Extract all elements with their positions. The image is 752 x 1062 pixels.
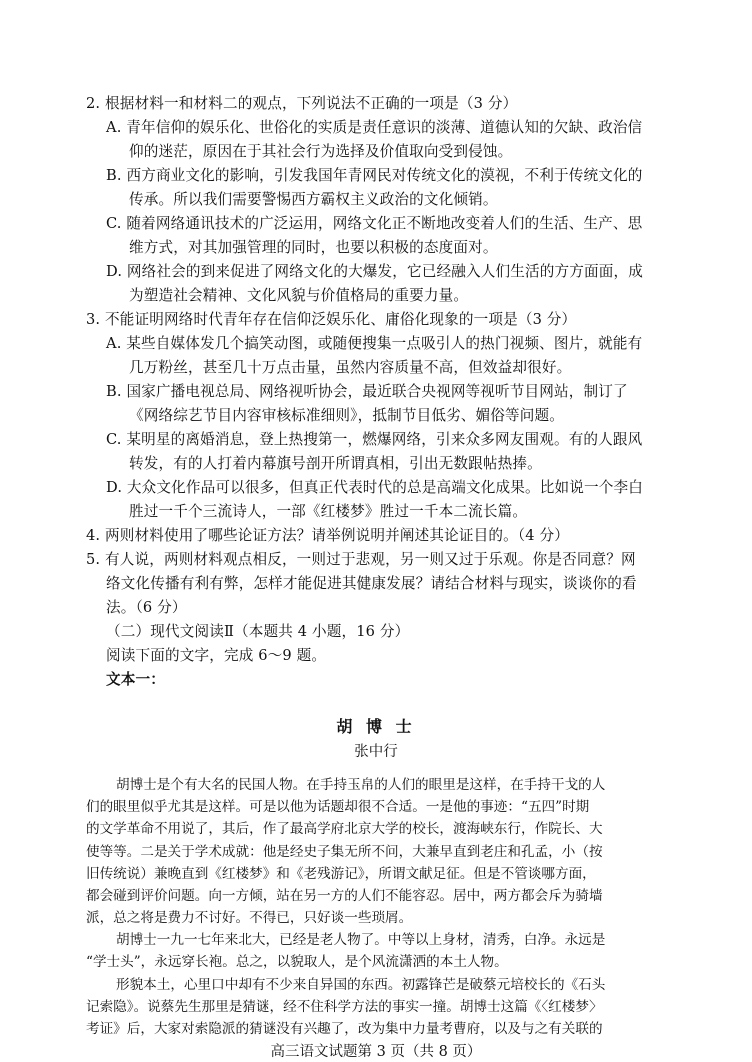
q3-option-c-line2: 转发，有的人打着内幕旗号剖开所谓真相，引出无数跟帖热捧。 <box>129 455 542 472</box>
article-p1-line4: 使等等。二是关于学术成就：他是经史子集无所不问，大兼早直到老庄和孔孟，小（按 <box>86 843 603 860</box>
q2-option-b-line2: 传承。所以我们需要警惕西方霸权主义政治的文化倾销。 <box>129 191 498 208</box>
article-title: 胡 博 士 <box>336 717 416 736</box>
q2-stem: 2. 根据材料一和材料二的观点，下列说法不正确的一项是（3 分） <box>86 95 518 112</box>
q3-option-b-line2: 《网络综艺节目内容审核标准细则》，抵制节目低劣、媚俗等问题。 <box>129 407 565 424</box>
q3-stem: 3. 不能证明网络时代青年存在信仰泛娱乐化、庸俗化现象的一项是（3 分） <box>86 311 577 328</box>
q2-option-d-line2: 为塑造社会精神、文化风貌与价值格局的重要力量。 <box>129 287 469 304</box>
section-heading: （二）现代文阅读Ⅱ（本题共 4 小题，16 分） <box>106 623 410 640</box>
q4-stem: 4. 两则材料使用了哪些论证方法？请举例说明并阐述其论证目的。（4 分） <box>86 527 569 544</box>
q3-option-c-line1: C. 某明星的离婚消息，登上热搜第一，燃爆网络，引来众多网友围观。有的人跟风 <box>106 431 643 448</box>
q5-line2: 络文化传播有利有弊，怎样才能促进其健康发展？请结合材料与现实，谈谈你的看 <box>106 575 637 592</box>
article-p3-line1: 形貌本土，心里口中却有不少来自异国的东西。初露锋芒是破蔡元培校长的《石头 <box>116 976 606 993</box>
article-p3-line2: 记索隐》。说蔡先生那里是猜谜，经不住科学方法的事实一撞。胡博士这篇《〈红楼梦〉 <box>86 998 603 1015</box>
article-p1-line5: 旧传统说）兼晚直到《红楼梦》和《老残游记》，所谓文献足征。但是不管谈哪方面， <box>86 865 596 882</box>
page-footer: 高三语文试题第 3 页（共 8 页） <box>270 1044 482 1060</box>
q5-line3: 法。（6 分） <box>106 599 187 616</box>
article-author: 张中行 <box>354 744 398 760</box>
article-p2-line1: 胡博士一九一七年来北大，已经是老人物了。中等以上身材，清秀，白净。永远是 <box>116 932 606 949</box>
q3-option-a-line2: 几万粉丝，甚至几十万点击量，虽然内容质量不高，但效益却很好。 <box>129 359 572 376</box>
article-p1-line6: 都会碰到评价问题。向一方倾，站在另一方的人们不能容忍。居中，两方都会斥为骑墙 <box>86 887 603 904</box>
q2-option-d-line1: D. 网络社会的到来促进了网络文化的大爆发，它已经融入人们生活的方方面面，成 <box>106 263 643 280</box>
article-p1-line1: 胡博士是个有大名的民国人物。在手持玉帛的人们的眼里是这样，在手持干戈的人 <box>116 777 606 793</box>
section-instruction: 阅读下面的文字，完成 6～9 题。 <box>106 647 327 664</box>
article-p1-line2: 们的眼里似乎尤其是这样。可是以他为话题却很不合适。一是他的事迹：“五四”时期 <box>86 799 590 816</box>
q2-option-c-line1: C. 随着网络通讯技术的广泛运用，网络文化正不断地改变着人们的生活、生产、思 <box>106 215 643 232</box>
q2-option-b-line1: B. 西方商业文化的影响，引发我国年青网民对传统文化的漠视，不利于传统文化的 <box>106 167 643 184</box>
q3-option-a-line1: A. 某些自媒体发几个搞笑动图，或随便搜集一点吸引人的热门视频、图片，就能有 <box>106 335 643 352</box>
q2-option-a-line2: 仰的迷茫，原因在于其社会行为选择及价值取向受到侵蚀。 <box>129 143 513 160</box>
article-p1-line3: 的文学革命不用说了，其后，作了最高学府北京大学的校长，渡海峡东行，作院长、大 <box>86 821 603 838</box>
article-p3-line3: 考证》后，大家对索隐派的猜谜没有兴趣了，改为集中力量考曹府，以及与之有关联的 <box>86 1021 603 1037</box>
q3-option-d-line2: 胜过一千个三流诗人，一部《红楼梦》胜过一千本二流长篇。 <box>129 503 528 520</box>
q2-option-c-line2: 维方式，对其加强管理的同时，也要以积极的态度面对。 <box>129 239 498 256</box>
article-p1-line7: 派，总之将是费力不讨好。不得已，只好谈一些琐屑。 <box>86 910 413 927</box>
q5-line1: 5. 有人说，两则材料观点相反，一则过于悲观，另一则又过于乐观。你是否同意？网 <box>86 551 636 568</box>
article-p2-line2: “学士头”，永远穿长袍。总之，以貌取人，是个风流潇洒的本土人物。 <box>86 954 508 971</box>
text-one-label: 文本一： <box>106 671 165 688</box>
q3-option-d-line1: D. 大众文化作品可以很多，但真正代表时代的总是高端文化成果。比如说一个李白 <box>106 479 643 496</box>
q2-option-a-line1: A. 青年信仰的娱乐化、世俗化的实质是责任意识的淡薄、道德认知的欠缺、政治信 <box>106 119 643 136</box>
q3-option-b-line1: B. 国家广播电视总局、网络视听协会，最近联合央视网等视听节目网站，制订了 <box>106 383 628 400</box>
